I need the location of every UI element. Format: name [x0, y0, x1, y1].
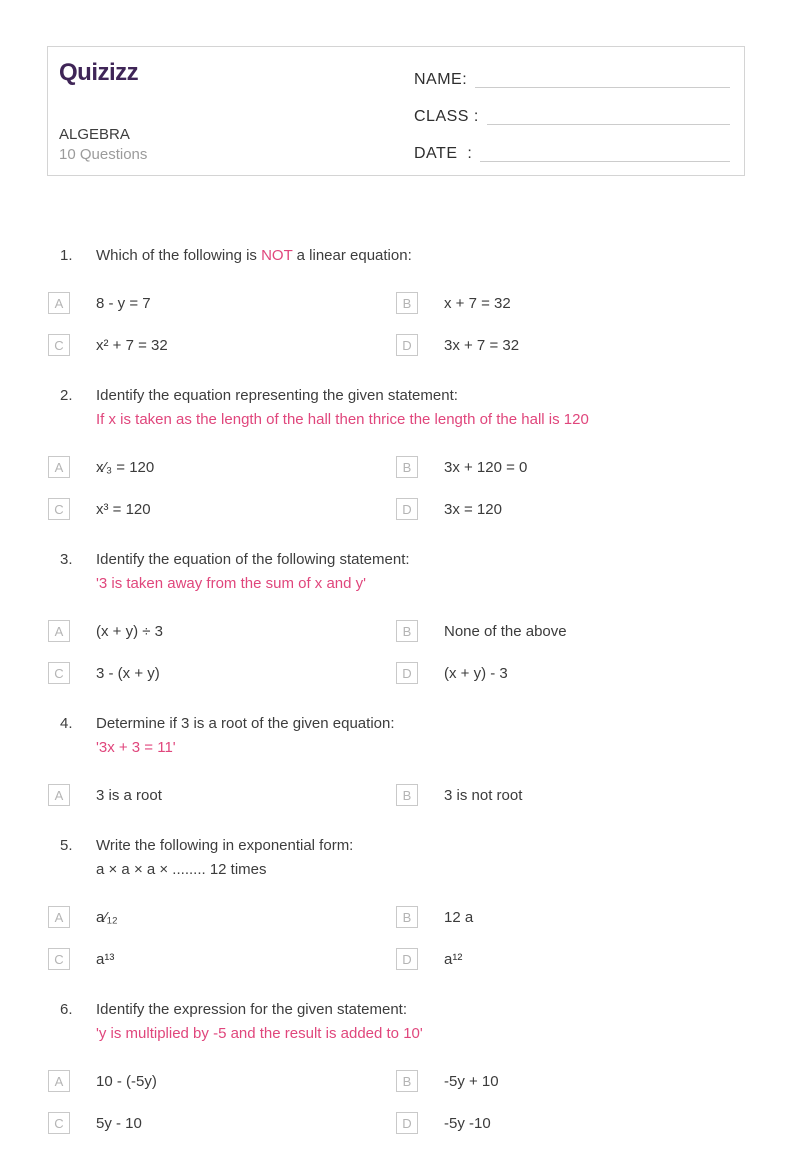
- question-body: [96, 384, 746, 432]
- option: [396, 334, 746, 356]
- question-header: [48, 712, 746, 760]
- options-grid: [48, 620, 746, 684]
- question-number: 3.: [60, 551, 73, 568]
- question-text: [96, 712, 746, 736]
- option-letter-box: A: [48, 1070, 70, 1092]
- question-statement: '3x + 3 = 11': [96, 739, 176, 756]
- option-text: 3x = 120: [444, 500, 502, 518]
- worksheet-header: [47, 46, 745, 176]
- option: [396, 498, 746, 520]
- option: [396, 906, 746, 928]
- options-grid: [48, 292, 746, 356]
- option: [48, 498, 396, 520]
- question: [48, 244, 746, 356]
- quiz-info: [59, 125, 147, 165]
- question-body: [96, 712, 746, 760]
- question: [48, 548, 746, 684]
- option: [396, 784, 746, 806]
- question-header: [48, 244, 746, 268]
- option-letter-box: C: [48, 662, 70, 684]
- quiz-question-count: 10 Questions: [59, 146, 148, 163]
- option-letter-box: A: [48, 906, 70, 928]
- option-text: a⁄₁₂: [96, 908, 118, 926]
- question-text-prefix: Determine if 3 is a root of the given equation:: [96, 715, 395, 732]
- option-letter-box: D: [396, 498, 418, 520]
- question-text: [96, 834, 746, 858]
- option: [396, 456, 746, 478]
- question-statement: a × a × a × ........ 12 times: [96, 861, 267, 878]
- question-text: [96, 244, 746, 268]
- name-label: NAME:: [414, 71, 468, 88]
- option: [48, 292, 396, 314]
- option: [48, 620, 396, 642]
- class-fill-line: [487, 124, 730, 125]
- quiz-title: ALGEBRA: [59, 126, 130, 143]
- question-text-suffix: a linear equation:: [292, 247, 412, 264]
- option-text: (x + y) ÷ 3: [96, 622, 163, 640]
- question-text: [96, 384, 746, 408]
- option-letter-box: B: [396, 784, 418, 806]
- option-text: 3x + 7 = 32: [444, 336, 520, 354]
- date-field-row: [414, 133, 730, 165]
- question: [48, 384, 746, 520]
- option-text: 12 a: [444, 908, 474, 926]
- question: [48, 998, 746, 1134]
- option: [396, 948, 746, 970]
- question-header: [48, 548, 746, 596]
- question-statement: If x is taken as the length of the hall then thrice the length of the hall is 120: [96, 411, 589, 428]
- option-text: 5y - 10: [96, 1114, 142, 1132]
- option-text: x⁄₃ = 120: [96, 458, 155, 476]
- question: [48, 834, 746, 970]
- question-header: [48, 384, 746, 432]
- question-statement: '3 is taken away from the sum of x and y': [96, 575, 367, 592]
- option: [48, 456, 396, 478]
- option-letter-box: C: [48, 334, 70, 356]
- option-text: None of the above: [444, 622, 567, 640]
- question-text-highlight: NOT: [261, 247, 293, 264]
- option-text: a¹³: [96, 950, 115, 968]
- option-letter-box: B: [396, 456, 418, 478]
- option: [48, 784, 396, 806]
- question-text-prefix: Identify the equation of the following statement:: [96, 551, 410, 568]
- question-text: [96, 998, 746, 1022]
- question-text-prefix: Which of the following is: [96, 247, 262, 264]
- option: [48, 948, 396, 970]
- option: [48, 334, 396, 356]
- question-text-prefix: Identify the equation representing the given statement:: [96, 387, 458, 404]
- option: [48, 906, 396, 928]
- header-fields: [414, 47, 744, 175]
- question-number: 6.: [60, 1001, 73, 1018]
- option-letter-box: D: [396, 334, 418, 356]
- option-text: -5y -10: [444, 1114, 491, 1132]
- class-field-row: [414, 96, 730, 128]
- options-grid: [48, 1070, 746, 1134]
- option-text: 3 is not root: [444, 786, 523, 804]
- option-letter-box: A: [48, 456, 70, 478]
- option: [48, 1070, 396, 1092]
- option-text: 3 - (x + y): [96, 664, 160, 682]
- option-letter-box: D: [396, 1112, 418, 1134]
- option: [396, 662, 746, 684]
- question-statement: 'y is multiplied by -5 and the result is added to 10': [96, 1025, 423, 1042]
- option-text: x² + 7 = 32: [96, 336, 168, 354]
- class-label: CLASS :: [414, 108, 479, 125]
- option-letter-box: B: [396, 292, 418, 314]
- question-text-prefix: Write the following in exponential form:: [96, 837, 354, 854]
- option-letter-box: D: [396, 662, 418, 684]
- question-header: [48, 834, 746, 882]
- options-grid: [48, 784, 746, 806]
- option-letter-box: A: [48, 784, 70, 806]
- option-text: x³ = 120: [96, 500, 151, 518]
- quizizz-logo: Quizizz: [59, 59, 139, 86]
- question-number: 1.: [60, 247, 73, 264]
- name-fill-line: [475, 87, 730, 88]
- question-body: [96, 998, 746, 1046]
- option-text: (x + y) - 3: [444, 664, 508, 682]
- option-text: 8 - y = 7: [96, 294, 151, 312]
- header-left: [48, 47, 147, 175]
- option: [396, 1070, 746, 1092]
- option-letter-box: C: [48, 948, 70, 970]
- option-text: a¹²: [444, 950, 463, 968]
- question-body: [96, 834, 746, 882]
- option-text: 10 - (-5y): [96, 1072, 157, 1090]
- option: [396, 292, 746, 314]
- option-letter-box: A: [48, 292, 70, 314]
- option-letter-box: B: [396, 620, 418, 642]
- question-header: [48, 998, 746, 1046]
- question: [48, 712, 746, 806]
- option: [396, 620, 746, 642]
- option-text: -5y + 10: [444, 1072, 499, 1090]
- options-grid: [48, 906, 746, 970]
- question-body: [96, 548, 746, 596]
- options-grid: [48, 456, 746, 520]
- option-letter-box: D: [396, 948, 418, 970]
- question-number: 4.: [60, 715, 73, 732]
- option-letter-box: C: [48, 498, 70, 520]
- question-body: [96, 244, 746, 268]
- option-letter-box: A: [48, 620, 70, 642]
- question-text: [96, 548, 746, 572]
- option-letter-box: B: [396, 906, 418, 928]
- option-letter-box: B: [396, 1070, 418, 1092]
- date-label: DATE :: [414, 145, 473, 162]
- option-text: 3 is a root: [96, 786, 162, 804]
- question-number: 5.: [60, 837, 73, 854]
- option: [396, 1112, 746, 1134]
- option-text: x + 7 = 32: [444, 294, 511, 312]
- questions: [48, 244, 746, 1162]
- option-letter-box: C: [48, 1112, 70, 1134]
- option-text: 3x + 120 = 0: [444, 458, 528, 476]
- question-text-prefix: Identify the expression for the given statement:: [96, 1001, 408, 1018]
- date-fill-line: [480, 161, 730, 162]
- question-number: 2.: [60, 387, 73, 404]
- name-field-row: [414, 59, 730, 91]
- option: [48, 662, 396, 684]
- option: [48, 1112, 396, 1134]
